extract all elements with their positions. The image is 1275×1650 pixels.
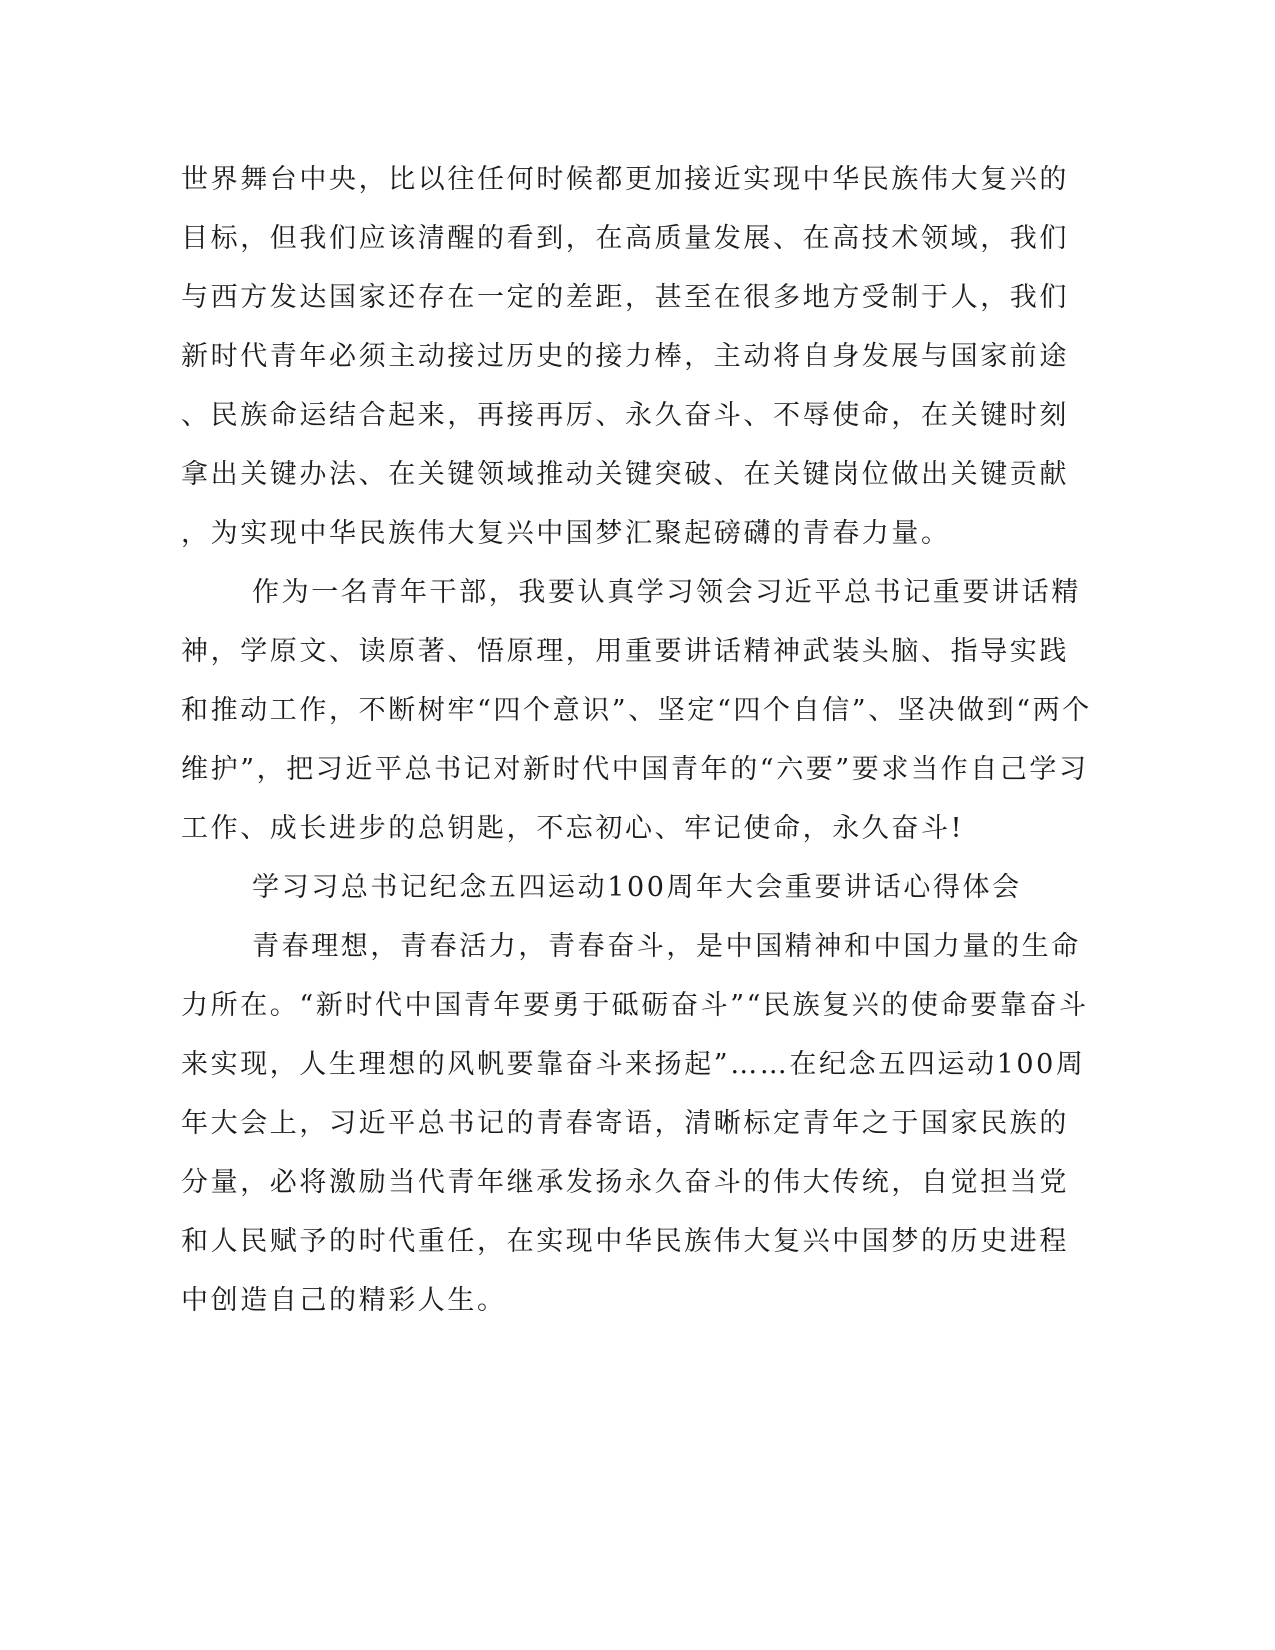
text-line: 新时代青年必须主动接过历史的接力棒，主动将自身发展与国家前途 bbox=[181, 341, 1069, 372]
text-line: 和推动工作，不断树牢“四个意识”、坚定“四个自信”、坚决做到“两个 bbox=[181, 695, 1092, 726]
text-line: 维护”，把习近平总书记对新时代中国青年的“六要”要求当作自己学习 bbox=[181, 754, 1089, 785]
text-line: 分量，必将激励当代青年继承发扬永久奋斗的伟大传统，自觉担当党 bbox=[181, 1167, 1069, 1198]
text-line: 来实现，人生理想的风帆要靠奋斗来扬起”……在纪念五四运动100周 bbox=[181, 1049, 1086, 1080]
paragraph-start-line: 青春理想，青春活力，青春奋斗，是中国精神和中国力量的生命 bbox=[252, 931, 1081, 962]
paragraph-start-line: 作为一名青年干部，我要认真学习领会习近平总书记重要讲话精 bbox=[252, 577, 1081, 608]
text-line: 世界舞台中央，比以往任何时候都更加接近实现中华民族伟大复兴的 bbox=[181, 164, 1069, 195]
text-line: 目标，但我们应该清醒的看到，在高质量发展、在高技术领域，我们 bbox=[181, 223, 1069, 254]
text-line: 年大会上，习近平总书记的青春寄语，清晰标定青年之于国家民族的 bbox=[181, 1108, 1069, 1139]
text-line: 、民族命运结合起来，再接再厉、永久奋斗、不辱使命，在关键时刻 bbox=[181, 400, 1069, 431]
text-line: 神，学原文、读原著、悟原理，用重要讲话精神武装头脑、指导实践 bbox=[181, 636, 1069, 667]
text-line: 中创造自己的精彩人生。 bbox=[181, 1285, 507, 1316]
section-title: 学习习总书记纪念五四运动100周年大会重要讲话心得体会 bbox=[252, 872, 1022, 903]
text-line: ，为实现中华民族伟大复兴中国梦汇聚起磅礴的青春力量。 bbox=[181, 518, 951, 549]
text-line: 工作、成长进步的总钥匙，不忘初心、牢记使命，永久奋斗! bbox=[181, 813, 965, 844]
text-line: 和人民赋予的时代重任，在实现中华民族伟大复兴中国梦的历史进程 bbox=[181, 1226, 1069, 1257]
text-line: 力所在。“新时代中国青年要勇于砥砺奋斗”“民族复兴的使命要靠奋斗 bbox=[181, 990, 1089, 1021]
text-line: 拿出关键办法、在关键领域推动关键突破、在关键岗位做出关键贡献 bbox=[181, 459, 1069, 490]
text-line: 与西方发达国家还存在一定的差距，甚至在很多地方受制于人，我们 bbox=[181, 282, 1069, 313]
